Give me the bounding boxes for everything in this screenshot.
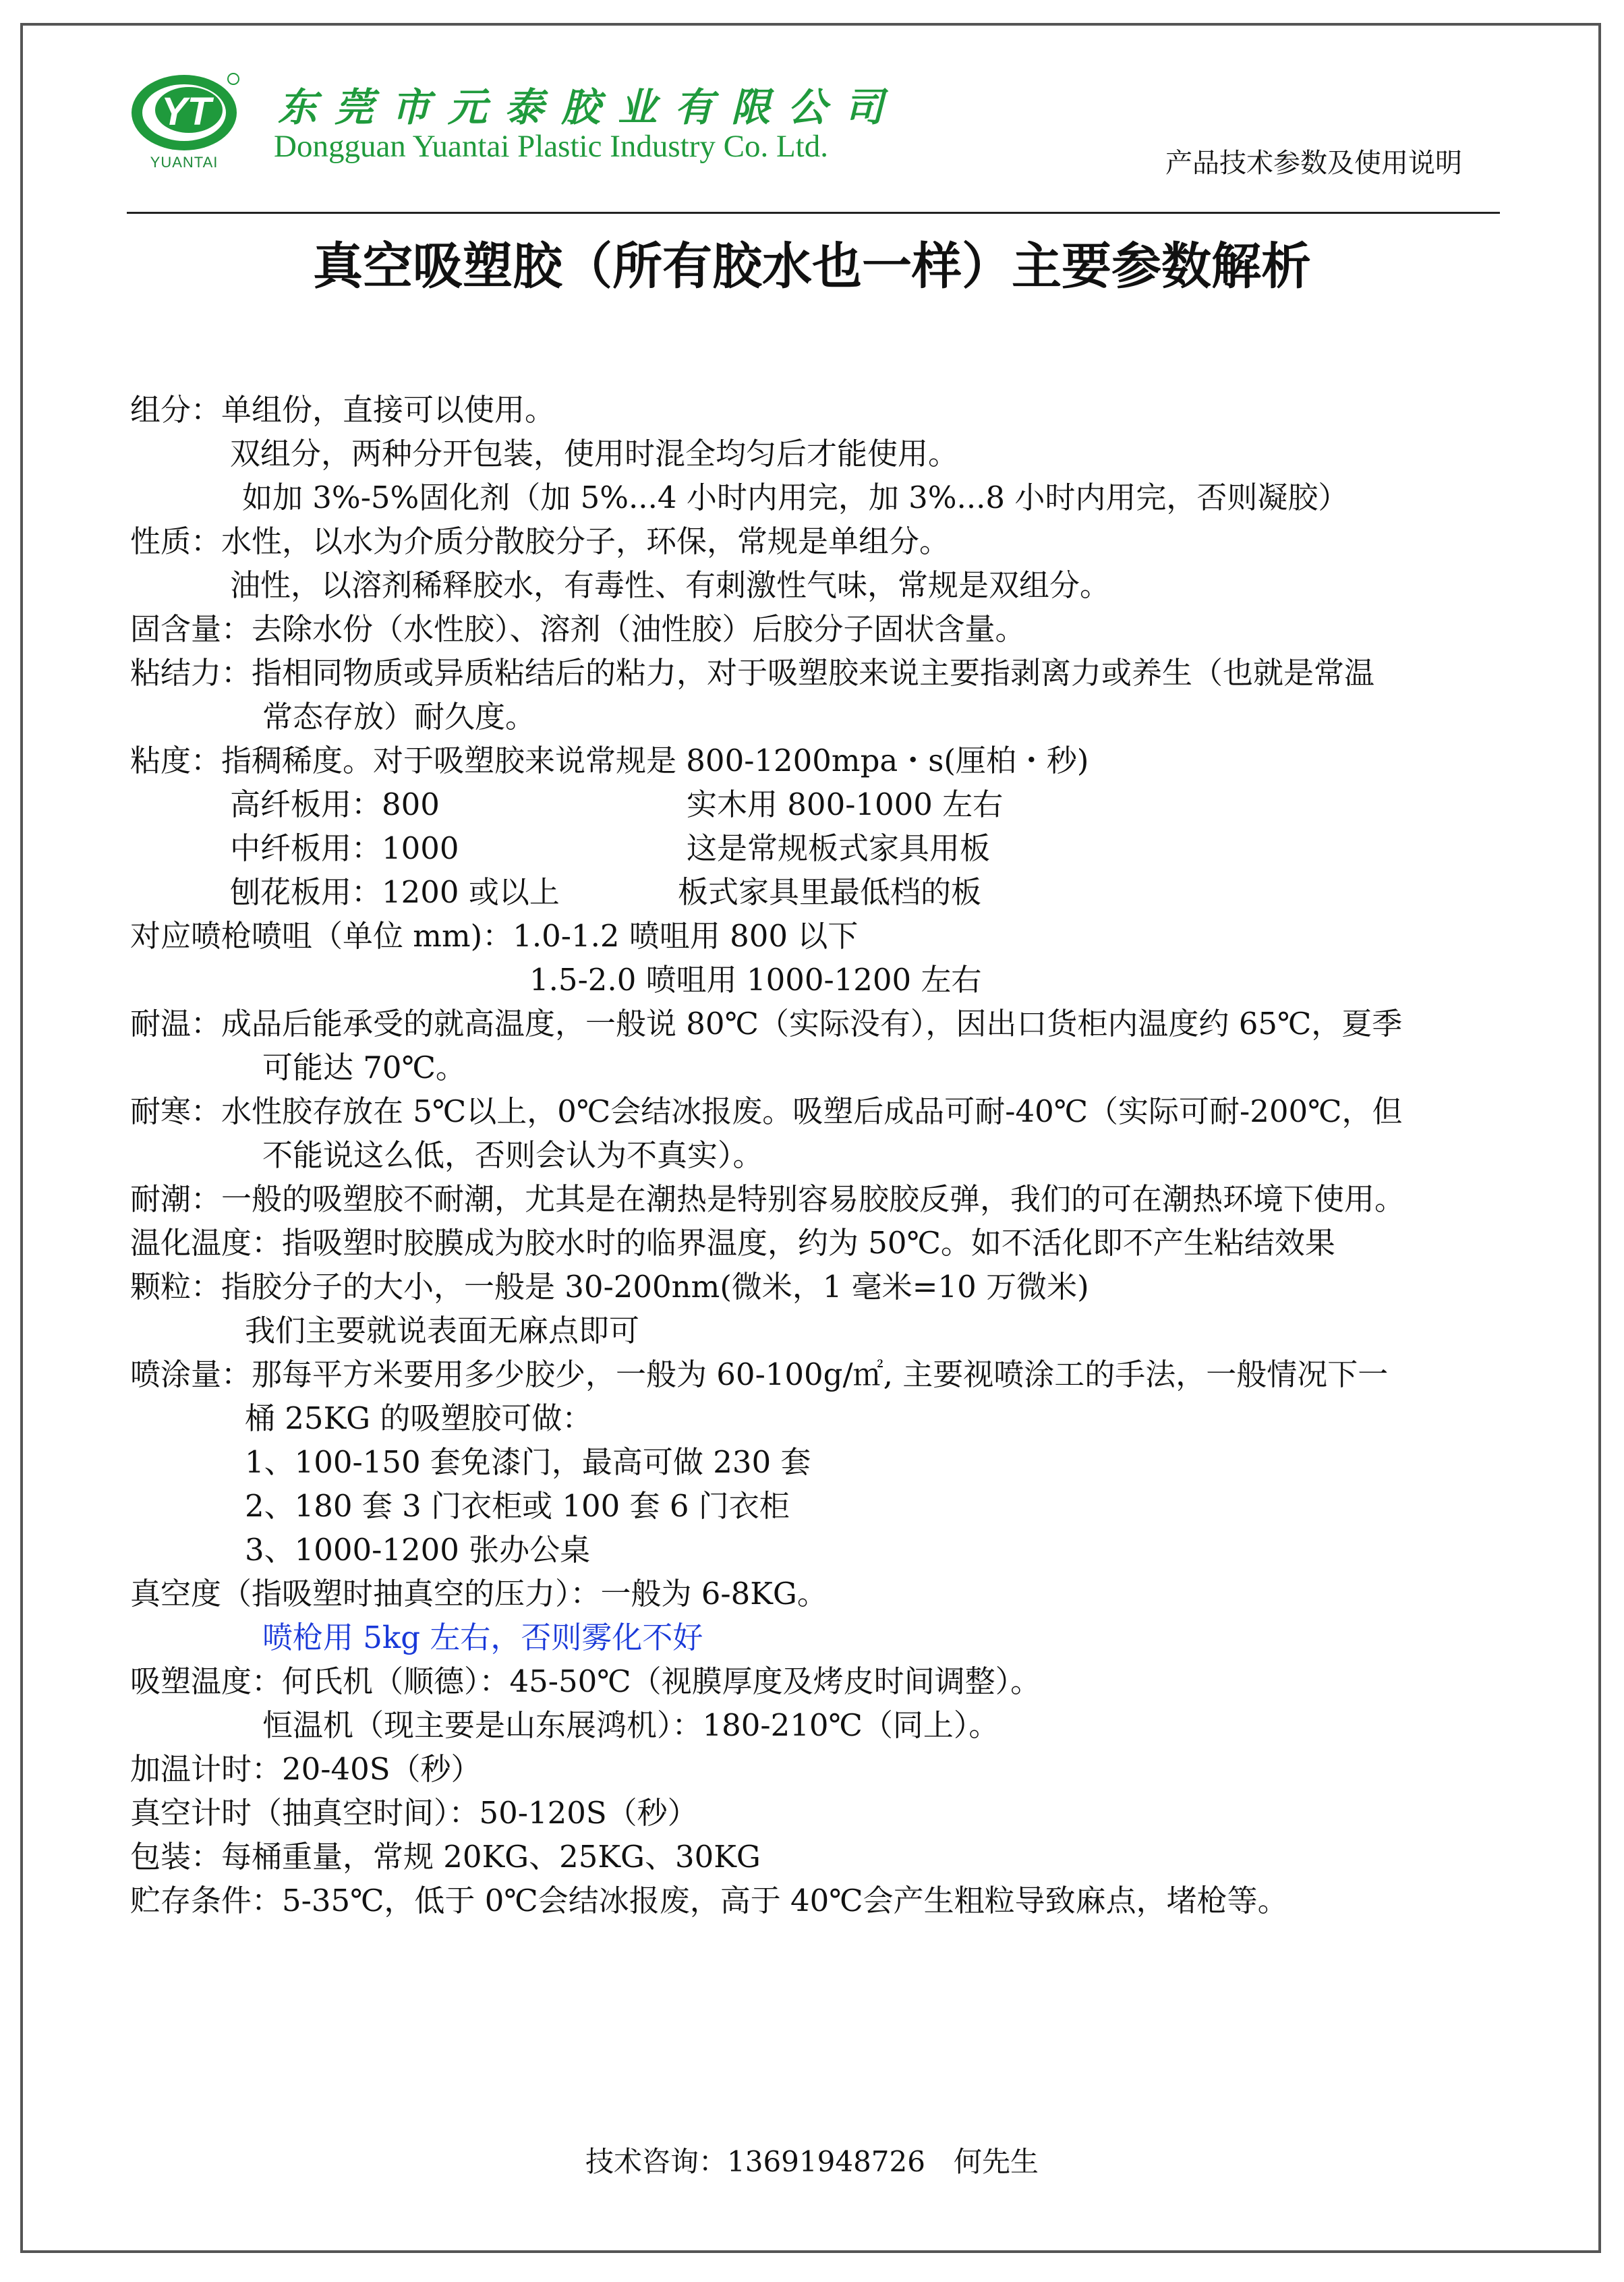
page-title: 真空吸塑胶（所有胶水也一样）主要参数解析 [313,237,1311,295]
contact-footer: 技术咨询：13691948726 何先生 [585,2145,1039,2178]
text-line: 颗粒：指胶分子的大小，一般是 30-200nm(微米，1 毫米=10 万微米) [130,1269,1089,1305]
text-line: 如加 3%-5%固化剂（加 5%...4 小时内用完，加 3%...8 小时内用完，否则凝胶） [242,480,1349,515]
text-line: 常态存放）耐久度。 [262,699,536,735]
text-line: 温化温度：指吸塑时胶膜成为胶水时的临界温度，约为 50℃。如不活化即不产生粘结效果 [130,1225,1335,1261]
text-line: 耐潮：一般的吸塑胶不耐潮，尤其是在潮热是特别容易胶胶反弹，我们的可在潮热环境下使用。 [130,1181,1405,1217]
text-line: 油性，以溶剂稀释胶水，有毒性、有刺激性气味，常规是双组分。 [230,567,1111,603]
text-line: 真空度（指吸塑时抽真空的压力）：一般为 6-8KG。 [130,1576,828,1611]
board-type: 高纤板用：800 [230,787,440,822]
document-body [130,388,1499,1922]
table-row [130,782,1499,826]
text-line: 1.5-2.0 喷咀用 1000-1200 左右 [529,962,982,998]
text-line: 加温计时：20-40S（秒） [130,1751,482,1787]
highlight-note: 喷枪用 5kg 左右，否则雾化不好 [262,1620,703,1655]
text-line: 双组分，两种分开包装，使用时混全均匀后才能使用。 [230,436,959,472]
board-type: 中纤板用：1000 [230,830,459,866]
board-type: 刨花板用：1200 或以上 [230,874,560,910]
company-name-en: Dongguan Yuantai Plastic Industry Co. Ltd. [274,129,828,164]
header-rule [127,212,1500,214]
text-line: 喷涂量：那每平方米要用多少胶少，一般为 60-100g/㎡, 主要视喷涂工的手法，一般情况下一 [130,1357,1389,1392]
list-item: 1、100-150 套免漆门，最高可做 230 套 [245,1444,811,1480]
text-line: 固含量：去除水份（水性胶）、溶剂（油性胶）后胶分子固状含量。 [130,611,1026,647]
list-item: 2、180 套 3 门衣柜或 100 套 6 门衣柜 [245,1488,790,1524]
company-name-cn: 东莞市元泰胶业有限公司 [278,84,902,130]
text-line: 不能说这么低，否则会认为不真实）。 [262,1137,763,1173]
text-line: 组分：单组份，直接可以使用。 [130,392,556,428]
document-subtitle: 产品技术参数及使用说明 [1165,148,1462,179]
text-line: 我们主要就说表面无麻点即可 [245,1313,640,1348]
board-note: 实木用 800-1000 左右 [687,787,1004,822]
board-note: 板式家具里最低档的板 [678,874,982,910]
text-line: 桶 25KG 的吸塑胶可做： [245,1400,593,1436]
text-line: 恒温机（现主要是山东展鸿机）：180-210℃（同上）。 [262,1707,999,1743]
text-line: 贮存条件：5-35℃，低于 0℃会结冰报废，高于 40℃会产生粗粒导致麻点，堵枪等。 [130,1883,1288,1918]
logo-brand-text: YUANTAI [150,154,219,171]
text-line: 吸塑温度：何氏机（顺德）：45-50℃（视膜厚度及烤皮时间调整）。 [130,1663,1041,1699]
text-line: 粘结力：指相同物质或异质粘结后的粘力，对于吸塑胶来说主要指剥离力或养生（也就是常温 [130,655,1375,691]
text-line: 真空计时（抽真空时间）：50-120S（秒） [130,1795,698,1831]
logo-letters: YT [161,90,212,134]
text-line: 可能达 70℃。 [262,1050,466,1085]
text-line: 粘度：指稠稀度。对于吸塑胶来说常规是 800-1200mpa・s(厘柏・秒) [130,743,1089,778]
board-note: 这是常规板式家具用板 [687,830,991,866]
list-item: 3、1000-1200 张办公桌 [245,1532,591,1568]
text-line: 性质：水性，以水为介质分散胶分子，环保，常规是单组分。 [130,523,950,559]
text-line: 耐寒：水性胶存放在 5℃以上，0℃会结冰报废。吸塑后成品可耐-40℃（实际可耐-200℃，但 [130,1093,1403,1129]
table-row [130,870,1499,914]
table-row [130,826,1499,870]
text-line: 对应喷枪喷咀（单位 mm)：1.0-1.2 喷咀用 800 以下 [130,918,859,954]
text-line: 耐温：成品后能承受的就高温度，一般说 80℃（实际没有），因出口货柜内温度约 65℃，夏季 [130,1006,1403,1042]
text-line: 包装：每桶重量，常规 20KG、25KG、30KG [130,1839,761,1875]
